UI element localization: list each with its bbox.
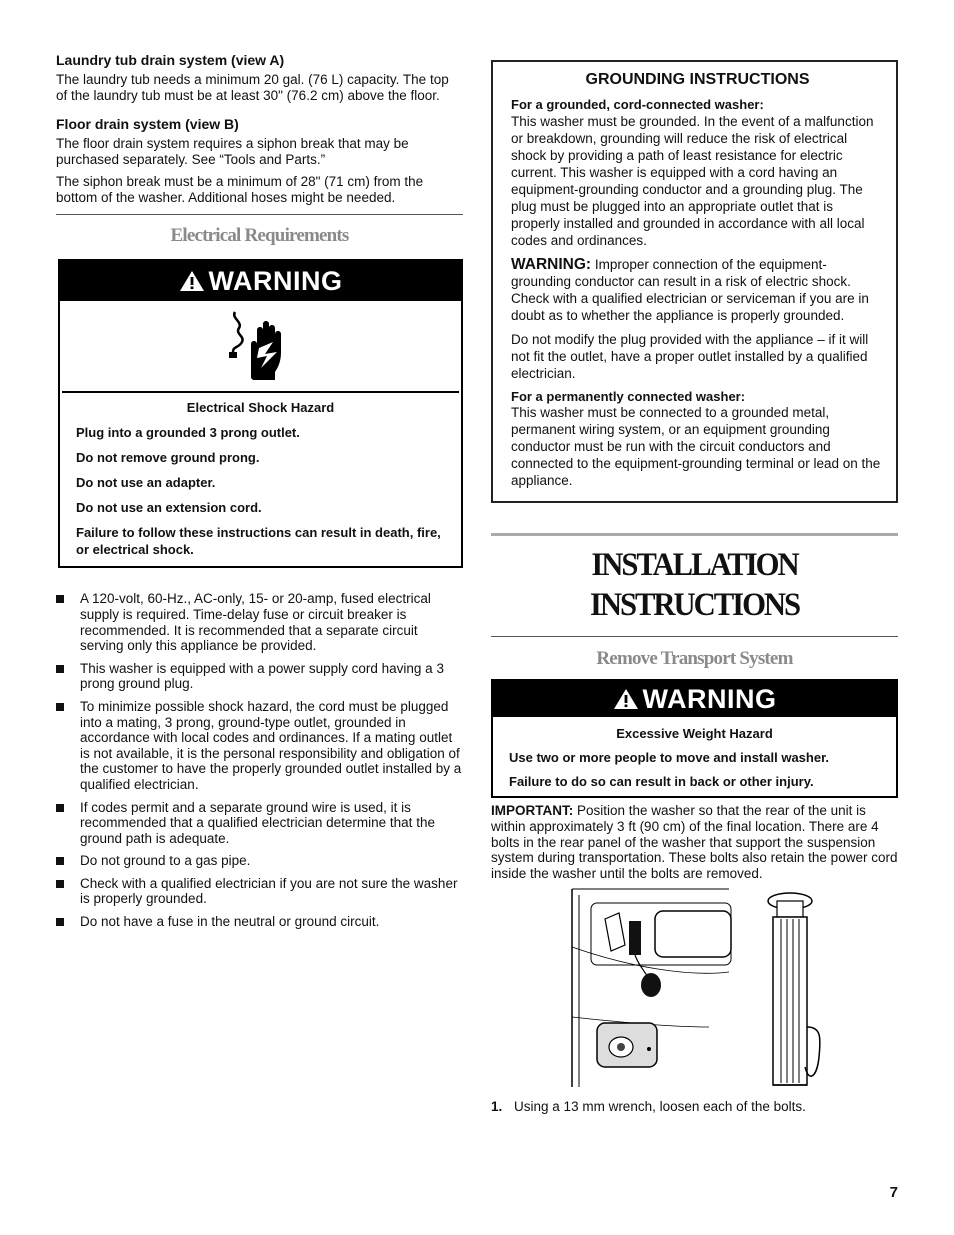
section-divider [56, 214, 463, 215]
warning-word: WARNING: [511, 255, 592, 273]
shock-icon-area [62, 301, 459, 393]
list-item: This washer is equipped with a power supply cord having a 3 prong ground plug. [56, 661, 463, 692]
warning-header [60, 261, 461, 301]
warning-label: WARNING [208, 266, 343, 297]
floor-drain-text-1: The floor drain system requires a siphon break that may be purchased separately. See “Tools and Parts.” [56, 135, 409, 167]
list-item: If codes permit and a separate ground wire is used, it is recommended that a qualified electrician determine that the ground path is adequate. [56, 800, 463, 847]
electrical-shock-hand-icon [229, 308, 293, 384]
list-item: Do not ground to a gas pipe. [56, 853, 463, 869]
warning-label: WARNING [642, 684, 777, 715]
corded-text: This washer must be grounded. In the event of a malfunction or breakdown, grounding will reduce the risk of electrical shock by providing a path of least resistance for electric current. This washer is equipped with a cord having an equipment-grounding conductor and a grounding plug. The plug must be plugged into an appropriate outlet that is properly installed and grounded in accordance with all local codes and ordinances. [511, 113, 874, 248]
warning-line: Do not remove ground prong. [76, 450, 260, 466]
warning-triangle-icon [613, 688, 639, 710]
step-1 [491, 1099, 898, 1115]
grounding-instructions-box [491, 60, 898, 503]
title-divider-top [491, 533, 898, 536]
warning-line: Failure to do so can result in back or other injury. [509, 774, 814, 790]
list-item: Check with a qualified electrician if you are not sure the washer is properly grounded. [56, 876, 463, 907]
warning-line: Do not use an adapter. [76, 475, 216, 491]
step-text: Using a 13 mm wrench, loosen each of the bolts. [514, 1099, 806, 1115]
hazard-title: Excessive Weight Hazard [616, 726, 773, 742]
grounding-title: GROUNDING INSTRUCTIONS [585, 71, 810, 88]
important-label: IMPORTANT: [491, 803, 574, 819]
list-item: To minimize possible shock hazard, the cord must be plugged into a mating, 3 prong, ground-type outlet, grounded in accordance with local codes and ordinances. If a mating outlet is not available, it is the personal responsibility and obligation of the customer to have the properly grounded outlet installed by a qualified electrician. [56, 699, 463, 793]
hazard-title: Electrical Shock Hazard [186, 400, 335, 416]
electrical-bullet-list [56, 591, 463, 929]
permanent-label: For a permanently connected washer: [511, 388, 746, 404]
wrench-bolt-icon [768, 893, 820, 1085]
laundry-tub-heading: Laundry tub drain system (view A) [56, 52, 285, 68]
weight-warning-box [491, 679, 898, 798]
remove-transport-title: Remove Transport System [596, 647, 793, 669]
transport-bolt-illustration [569, 887, 829, 1092]
warning-header [493, 681, 896, 717]
warning-text [493, 717, 896, 796]
warning-text [60, 393, 461, 566]
plug-text: Do not modify the plug provided with the appliance – if it will not fit the outlet, have a proper outlet installed by a qualified electrician. [511, 331, 869, 381]
grounding-warning-paragraph: WARNING: Improper connection of the equipment-grounding conductor can result in a risk of electric shock. Check with a qualified electrician or serviceman if you are in doubt as to whether the appliance is properly grounded. [511, 255, 869, 323]
important-paragraph: IMPORTANT: Position the washer so that the rear of the unit is within approximately 3 ft (90 cm) of the final location. There are 4 bolts in the rear panel of the washer that support the suspension system during transportation. These bolts also retain the power cord inside the washer until the bolts are removed. [491, 803, 898, 881]
list-item: Do not have a fuse in the neutral or ground circuit. [56, 914, 463, 930]
warning-line: Plug into a grounded 3 prong outlet. [76, 425, 300, 441]
left-column [56, 52, 463, 937]
permanent-text: This washer must be connected to a grounded metal, permanent wiring system, or an equipment grounding conductor must be run with the circuit conductors and connected to the equipment-grounding terminal or lead on the appliance. [511, 405, 881, 489]
corded-label: For a grounded, cord-connected washer: [511, 97, 764, 113]
electrical-requirements-title: Electrical Requirements [170, 224, 349, 246]
title-divider-bottom [491, 636, 898, 637]
step-number: 1. [491, 1099, 503, 1115]
list-item: A 120-volt, 60-Hz., AC-only, 15- or 20-amp, fused electrical supply is required. Time-delay fuse or circuit breaker is recommended. It is recommended that a separate circuit serving only this appliance be provided. [56, 591, 463, 653]
laundry-tub-text: The laundry tub needs a minimum 20 gal. (76 L) capacity. The top of the laundry tub must be at least 30" (76.2 cm) above the floor. [56, 71, 449, 103]
electrical-warning-box [58, 259, 463, 568]
floor-drain-text-2: The siphon break must be a minimum of 28" (71 cm) from the bottom of the washer. Additional hoses might be needed. [56, 173, 424, 205]
warning-triangle-icon [179, 270, 205, 292]
page-number: 7 [889, 1184, 898, 1201]
floor-drain-heading: Floor drain system (view B) [56, 115, 239, 132]
warning-line: Use two or more people to move and install washer. [509, 750, 830, 766]
page-title: INSTALLATION INSTRUCTIONS [589, 547, 800, 623]
right-column [491, 60, 898, 1116]
warning-line: Do not use an extension cord. [76, 500, 262, 516]
warning-line: Failure to follow these instructions can result in death, fire, or electrical shock. [76, 525, 441, 558]
